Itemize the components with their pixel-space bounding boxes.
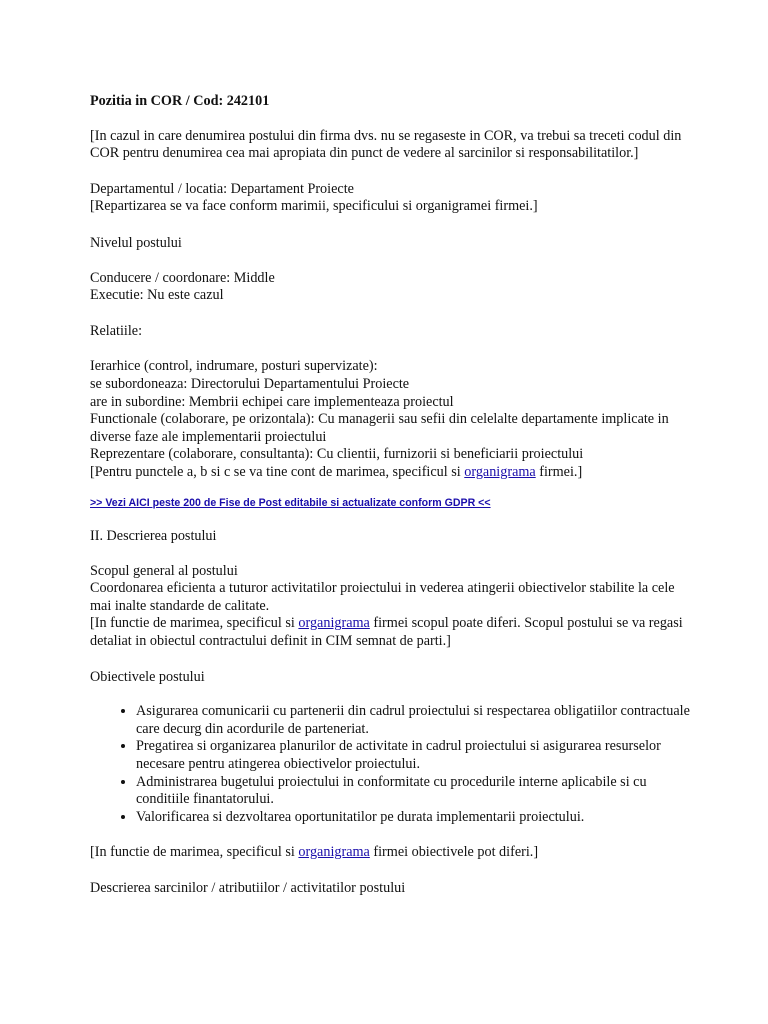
objectives-list xyxy=(90,703,690,826)
document-body xyxy=(90,93,690,898)
organigram-link[interactable]: organigrama xyxy=(298,844,370,861)
department-line: Departamentul / locatia: Departament Proiecte xyxy=(90,180,354,197)
hierarchical-relations: Ierarhice (control, indrumare, posturi supervizate): xyxy=(90,358,378,375)
organigram-link[interactable]: organigrama xyxy=(298,615,370,632)
objectives-note-end: firmei obiectivele pot diferi.] xyxy=(369,844,539,861)
relations-note-end: firmei.] xyxy=(535,463,583,480)
cor-code-title: Pozitia in COR / Cod: 242101 xyxy=(90,93,270,109)
relations-note xyxy=(90,464,690,482)
execution-line: Executie: Nu este cazul xyxy=(90,287,224,304)
objective-item: • Administrarea bugetului proiectului in conformitate cu procedurile interne aplicabile si cu conditiile finantatorului. xyxy=(136,774,690,809)
purpose-heading: Scopul general al postului xyxy=(90,562,238,579)
representation-relations: Reprezentare (colaborare, consultanta): Cu clientii, furnizorii si beneficiarii proiectului xyxy=(90,446,584,463)
relations-note-text: [Pentru punctele a, b si c se va tine cont de marimea, specificul si xyxy=(90,463,465,480)
objectives-note-text: [In functie de marimea, specificul si xyxy=(90,844,299,861)
job-descriptions-cta-link[interactable]: >> Vezi AICI peste 200 de Fise de Post editabile si actualizate conform GDPR << xyxy=(90,496,491,509)
organigram-link[interactable]: organigrama xyxy=(464,463,536,480)
functional-relations: Functionale (colaborare, pe orizontala): Cu managerii sau sefii din celelalte departamente implicate in diverse faze ale implementarii proiectului xyxy=(90,411,669,445)
purpose-note xyxy=(90,615,690,650)
management-line: Conducere / coordonare: Middle xyxy=(90,269,275,286)
objective-item: • Asigurarea comunicarii cu partenerii din cadrul proiectului si respectarea obligatiilor contractuale care decurg din acordurile de parteneriat. xyxy=(136,703,690,738)
reports-to-line: se subordoneaza: Directorului Departamentului Proiecte xyxy=(90,375,410,392)
objective-item: • Valorificarea si dezvoltarea oportunitatilor pe durata implementarii proiectului. xyxy=(136,809,690,827)
department-note: [Repartizarea se va face conform marimii, specificului si organigramei firmei.] xyxy=(90,198,538,215)
purpose-note-text: [In functie de marimea, specificul si xyxy=(90,615,299,632)
relations-heading: Relatiile: xyxy=(90,322,143,339)
objectives-note xyxy=(90,844,690,862)
objectives-heading: Obiectivele postului xyxy=(90,668,205,685)
purpose-text: Coordonarea eficienta a tuturor activitatilor proiectului in vederea atingerii obiectivelor stabilite la cele mai inalte standarde de calitate. xyxy=(90,580,675,614)
objective-item: • Pregatirea si organizarea planurilor de activitate in cadrul proiectului si asigurarea resurselor necesare pentru atingerea obiectivelor proiectului. xyxy=(136,738,690,773)
level-heading: Nivelul postului xyxy=(90,234,182,251)
tasks-heading: Descrierea sarcinilor / atributiilor / activitatilor postului xyxy=(90,880,406,896)
cor-note: [In cazul in care denumirea postului din firma dvs. nu se regaseste in COR, va trebui sa treceti codul din COR pentru denumirea cea mai apropiata din punct de vedere al sarcinilor si responsabilitatilor.] xyxy=(90,127,682,162)
subordinates-line: are in subordine: Membrii echipei care implementeaza proiectul xyxy=(90,393,454,410)
purpose-note-end: firmei scopul poate diferi. Scopul postului se va regasi detaliat in obiectul contractului definit in CIM semnat de parti.] xyxy=(90,615,683,650)
section-2-heading: II. Descrierea postului xyxy=(90,528,217,545)
